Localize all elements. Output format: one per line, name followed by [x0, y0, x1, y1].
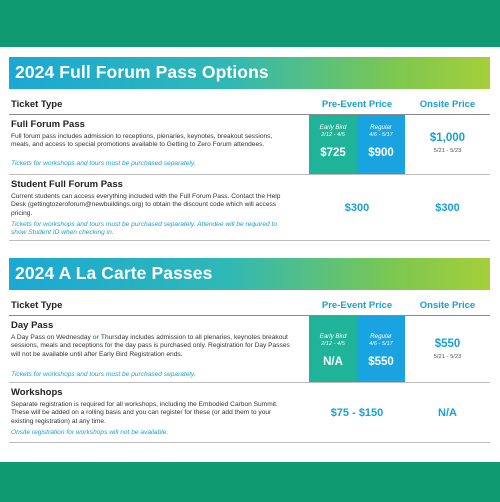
- regular-dates: 4/6 - 5/17: [369, 341, 393, 347]
- onsite-price: $300: [435, 202, 460, 214]
- section-banner-full-forum: [9, 57, 490, 89]
- desc-or: or: [92, 334, 100, 341]
- early-bird-dates: 2/12 - 4/5: [321, 341, 345, 347]
- ticket-note: Tickets for workshops and tours must be purchased separately. Attendee will be required to show Student ID when checking in.: [11, 221, 278, 237]
- early-bird-label: Early Bird: [319, 124, 347, 131]
- ticket-description: Separate registration is required for all workshops, including the Embodied Carbon Summit. These will be added on a rolling basis and you can register for these (or add them to your existing registration) at any time.: [11, 401, 278, 425]
- regular-cell: [357, 115, 405, 174]
- onsite-dates: 5/21 - 5/23: [433, 354, 462, 360]
- section-title: 2024 A La Carte Passes: [15, 263, 213, 283]
- early-bird-dates: 2/12 - 4/5: [321, 132, 345, 138]
- early-bird-price: $725: [320, 147, 346, 159]
- early-bird-label: Early Bird: [319, 333, 347, 340]
- col-onsite-price: Onsite Price: [419, 300, 476, 311]
- ticket-name: Day Pass: [11, 320, 54, 331]
- ticket-description: [11, 334, 293, 359]
- regular-dates: 4/6 - 5/17: [369, 132, 393, 138]
- col-ticket-type: Ticket Type: [11, 99, 63, 110]
- ticket-description: Current students can access everything included with the Full Forum Pass. Contact the Help Desk (gettingtozeroforum@newbuildings.org) to obtain the discount code which will access pricing.: [11, 193, 281, 217]
- desc-part: A Day Pass on Wednesday: [11, 334, 93, 341]
- regular-label: Regular: [370, 124, 392, 131]
- section-title: 2024 Full Forum Pass Options: [15, 62, 269, 82]
- onsite-price: N/A: [438, 407, 457, 419]
- ticket-name: Full Forum Pass: [11, 119, 85, 130]
- col-pre-event-price: Pre-Event Price: [321, 99, 393, 110]
- onsite-price: $550: [434, 338, 461, 350]
- ticket-description: Full forum pass includes admission to receptions, plenaries, keynotes, breakout sessions, meals, and access to special promotions available to Getting to Zero Forum attendees.: [11, 133, 273, 149]
- row-student-pass: [9, 175, 490, 241]
- col-ticket-type: Ticket Type: [11, 300, 63, 311]
- ticket-note: Tickets for workshops and tours must be purchased separately.: [11, 371, 196, 378]
- onsite-price: $1,000: [429, 132, 466, 144]
- row-day-pass: [9, 316, 490, 383]
- desc-part: Thursday includes admission to all plenaries, keynotes breakout sessions, meals and receptions for the day pass is purchased only. Registration for Day Passes will not be available until after Early Bird Registration ends.: [11, 334, 290, 358]
- ticket-name: Workshops: [11, 387, 63, 398]
- ticket-name: Student Full Forum Pass: [11, 179, 123, 190]
- onsite-cell: [405, 338, 490, 360]
- regular-label: Regular: [370, 333, 392, 340]
- ticket-note: Onsite registration for workshops will not be available.: [11, 429, 169, 436]
- row-workshops: [9, 383, 490, 443]
- onsite-dates: 5/21 - 5/23: [433, 148, 462, 154]
- ticket-note: Tickets for workshops and tours must be purchased separately.: [11, 160, 196, 167]
- pre-event-price: $300: [344, 202, 370, 214]
- regular-price: $550: [368, 356, 394, 368]
- table-header: [9, 95, 490, 115]
- regular-cell: [357, 316, 405, 382]
- col-pre-event-price: Pre-Event Price: [321, 300, 393, 311]
- early-bird-price: N/A: [323, 356, 343, 368]
- col-onsite-price: Onsite Price: [419, 99, 476, 110]
- regular-price: $900: [368, 147, 394, 159]
- row-full-forum-pass: [9, 115, 490, 175]
- table-header: [9, 296, 490, 316]
- onsite-cell: [405, 132, 490, 154]
- early-bird-cell: [309, 115, 357, 174]
- pre-event-price: $75 - $150: [330, 407, 384, 419]
- early-bird-cell: [309, 316, 357, 382]
- section-banner-a-la-carte: [9, 258, 490, 290]
